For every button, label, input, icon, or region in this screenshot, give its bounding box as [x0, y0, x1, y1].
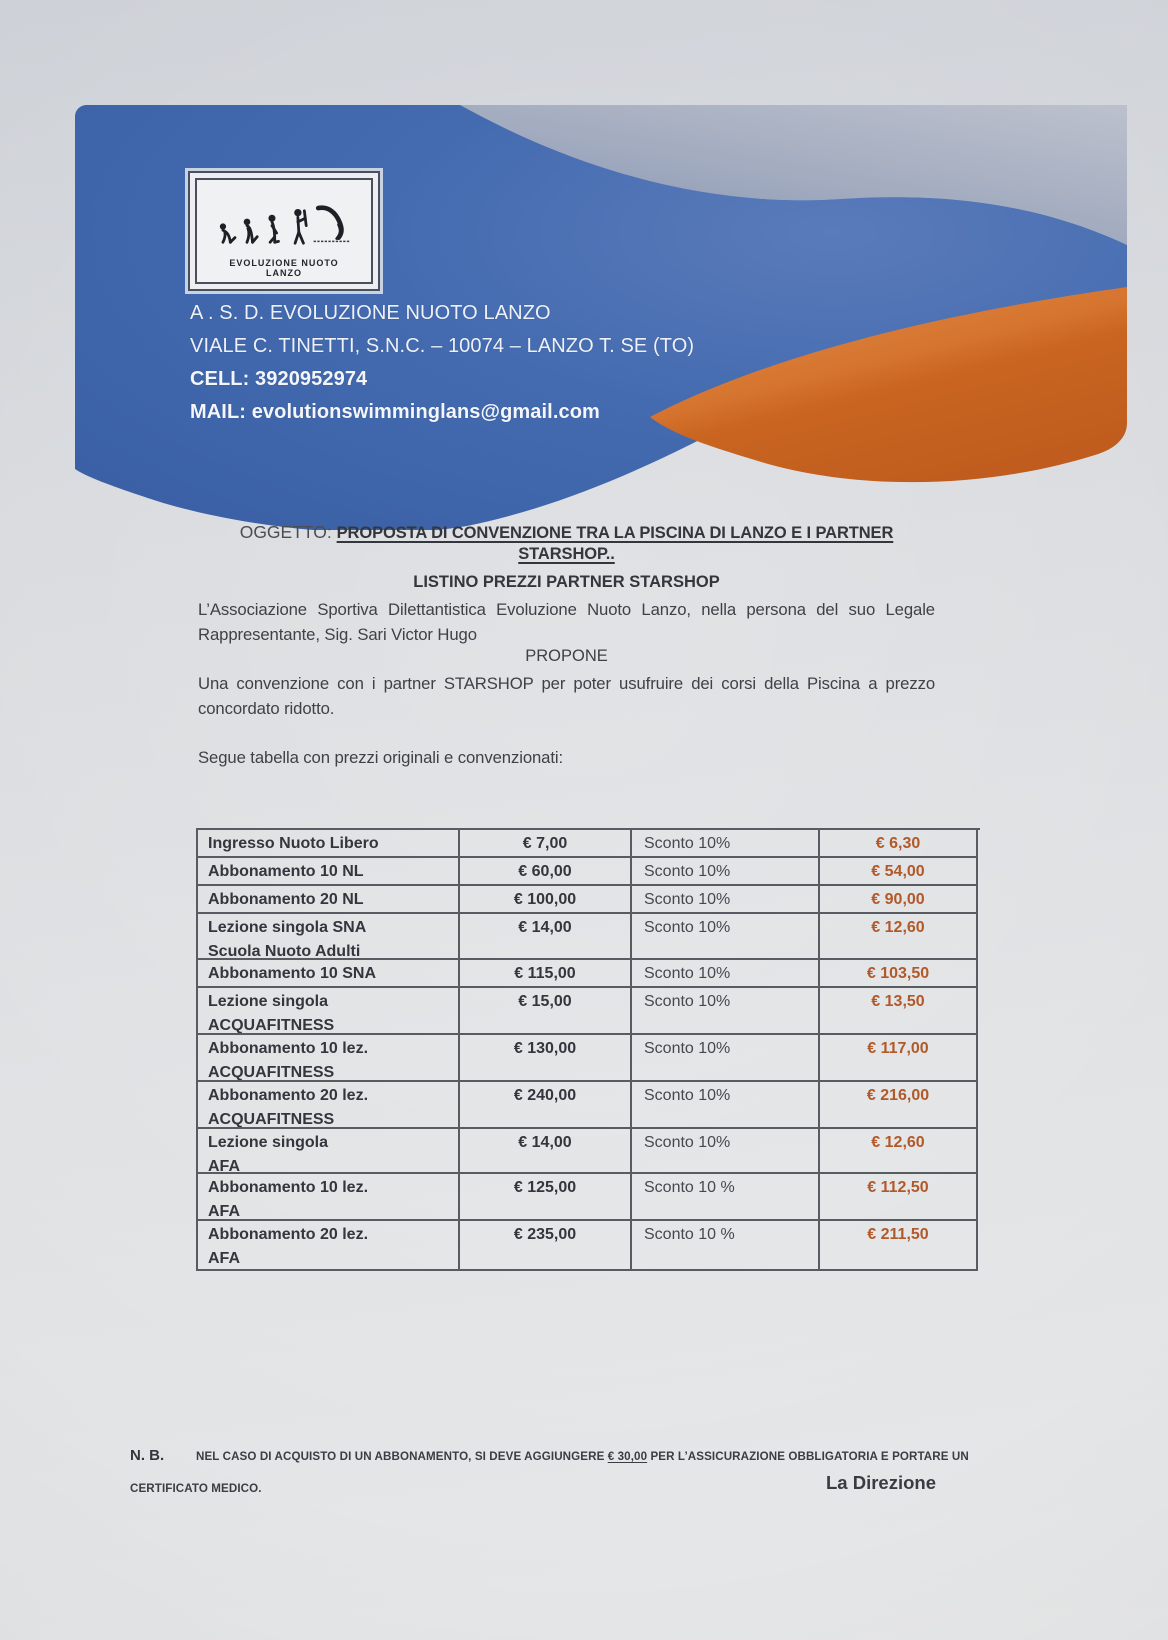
final-price-cell: € 6,30 [820, 830, 978, 858]
item-cell [198, 1035, 460, 1082]
paragraph-intro-line1: L’Associazione Sportiva Dilettantistica Evoluzione Nuoto Lanzo, nella persona del suo Legale [198, 600, 935, 619]
table-row [198, 886, 980, 914]
item-cell [198, 914, 460, 960]
item-label-line2: AFA [208, 1203, 240, 1220]
header-banner [75, 105, 1127, 530]
pricelist-title: LISTINO PREZZI PARTNER STARSHOP [413, 573, 720, 591]
final-price-cell: € 90,00 [820, 886, 978, 914]
footer-note-line1 [196, 1450, 969, 1463]
paragraph-proposal-line1: Una convenzione con i partner STARSHOP per poter usufruire dei corsi della Piscina a prezzo [198, 674, 935, 693]
price-cell: € 14,00 [460, 1129, 632, 1174]
discount-cell: Sconto 10% [632, 1129, 820, 1174]
price-cell: € 14,00 [460, 914, 632, 960]
final-price-cell: € 54,00 [820, 858, 978, 886]
table-row [198, 960, 980, 988]
price-cell: € 235,00 [460, 1221, 632, 1271]
price-cell: € 7,00 [460, 830, 632, 858]
final-price-cell: € 13,50 [820, 988, 978, 1035]
price-cell: € 125,00 [460, 1174, 632, 1221]
footer-note-amount: € 30,00 [607, 1450, 648, 1463]
item-label: Abbonamento 10 NL [208, 863, 364, 880]
paragraph-proposal-line2: concordato ridotto. [198, 698, 335, 718]
table-row [198, 1129, 980, 1174]
club-logo [188, 171, 380, 291]
price-cell: € 115,00 [460, 960, 632, 988]
club-logo-frame [195, 178, 373, 284]
item-label-line2: ACQUAFITNESS [208, 1017, 335, 1034]
final-price-cell: € 117,00 [820, 1035, 978, 1082]
item-label-line2: ACQUAFITNESS [208, 1064, 335, 1081]
final-price-cell: € 12,60 [820, 914, 978, 960]
logo-wordmark-line1: EVOLUZIONE NUOTO [229, 258, 339, 268]
item-label: Lezione singola [208, 1134, 329, 1151]
item-label: Abbonamento 10 SNA [208, 965, 377, 982]
final-price-cell: € 211,50 [820, 1221, 978, 1271]
item-cell [198, 858, 460, 886]
price-table [196, 828, 980, 1271]
item-label: Ingresso Nuoto Libero [208, 835, 379, 852]
discount-cell: Sconto 10 % [632, 1221, 820, 1271]
footer-note-line2: CERTIFICATO MEDICO. [130, 1482, 262, 1495]
subject-line [198, 522, 935, 564]
item-label: Abbonamento 20 lez. [208, 1226, 369, 1243]
table-row [198, 858, 980, 886]
discount-cell: Sconto 10% [632, 960, 820, 988]
evolution-swimmer-icon [204, 184, 364, 258]
table-row [198, 914, 980, 960]
final-price-cell: € 103,50 [820, 960, 978, 988]
discount-cell: Sconto 10 % [632, 1174, 820, 1221]
table-row [198, 988, 980, 1035]
item-label-line2: Scuola Nuoto Adulti [208, 943, 361, 960]
org-name: A . S. D. EVOLUZIONE NUOTO LANZO [190, 302, 551, 324]
price-cell: € 15,00 [460, 988, 632, 1035]
price-cell: € 60,00 [460, 858, 632, 886]
item-cell [198, 1174, 460, 1221]
table-row [198, 830, 980, 858]
table-row [198, 1035, 980, 1082]
signature: La Direzione [826, 1472, 936, 1493]
item-label-line2: ACQUAFITNESS [208, 1111, 335, 1128]
discount-cell: Sconto 10% [632, 886, 820, 914]
item-label: Lezione singola [208, 993, 329, 1010]
item-label: Abbonamento 20 lez. [208, 1087, 369, 1104]
item-label: Lezione singola SNA [208, 919, 367, 936]
nb-label: N. B. [130, 1447, 165, 1464]
item-label: Abbonamento 20 NL [208, 891, 364, 908]
discount-cell: Sconto 10% [632, 858, 820, 886]
paragraph-intro [198, 598, 935, 647]
table-row [198, 1082, 980, 1129]
price-cell: € 130,00 [460, 1035, 632, 1082]
org-email: MAIL: evolutionswimminglans@gmail.com [190, 401, 600, 423]
org-phone: CELL: 3920952974 [190, 368, 368, 390]
footer-note-post: PER L’ASSICURAZIONE OBBLIGATORIA E PORTARE UN [647, 1450, 969, 1463]
table-lead-in: Segue tabella con prezzi originali e convenzionati: [198, 748, 564, 767]
paragraph-proposal [198, 672, 935, 721]
footer-note-pre: NEL CASO DI ACQUISTO DI UN ABBONAMENTO, SI DEVE AGGIUNGERE [196, 1450, 608, 1463]
contact-block [190, 297, 694, 429]
org-address: VIALE C. TINETTI, S.N.C. – 10074 – LANZO T. SE (TO) [190, 335, 695, 357]
discount-cell: Sconto 10% [632, 830, 820, 858]
price-cell: € 240,00 [460, 1082, 632, 1129]
item-label: Abbonamento 10 lez. [208, 1040, 369, 1057]
item-cell [198, 830, 460, 858]
item-label-line2: AFA [208, 1158, 240, 1174]
final-price-cell: € 216,00 [820, 1082, 978, 1129]
discount-cell: Sconto 10% [632, 1035, 820, 1082]
item-cell [198, 1221, 460, 1271]
final-price-cell: € 12,60 [820, 1129, 978, 1174]
item-cell [198, 960, 460, 988]
discount-cell: Sconto 10% [632, 1082, 820, 1129]
subject-label: OGGETTO: [239, 522, 332, 542]
item-cell [198, 886, 460, 914]
propone-heading: PROPONE [525, 647, 608, 665]
logo-wordmark-line2: LANZO [266, 268, 302, 278]
item-cell [198, 1082, 460, 1129]
discount-cell: Sconto 10% [632, 988, 820, 1035]
paragraph-intro-line2: Rappresentante, Sig. Sari Victor Hugo [198, 624, 477, 644]
price-cell: € 100,00 [460, 886, 632, 914]
item-label: Abbonamento 10 lez. [208, 1179, 369, 1196]
table-row [198, 1174, 980, 1221]
item-cell [198, 1129, 460, 1174]
item-label-line2: AFA [208, 1250, 240, 1267]
item-cell [198, 988, 460, 1035]
table-row [198, 1221, 980, 1271]
subject-text: PROPOSTA DI CONVENZIONE TRA LA PISCINA DI LANZO E I PARTNER STARSHOP.. [336, 524, 894, 563]
final-price-cell: € 112,50 [820, 1174, 978, 1221]
discount-cell: Sconto 10% [632, 914, 820, 960]
